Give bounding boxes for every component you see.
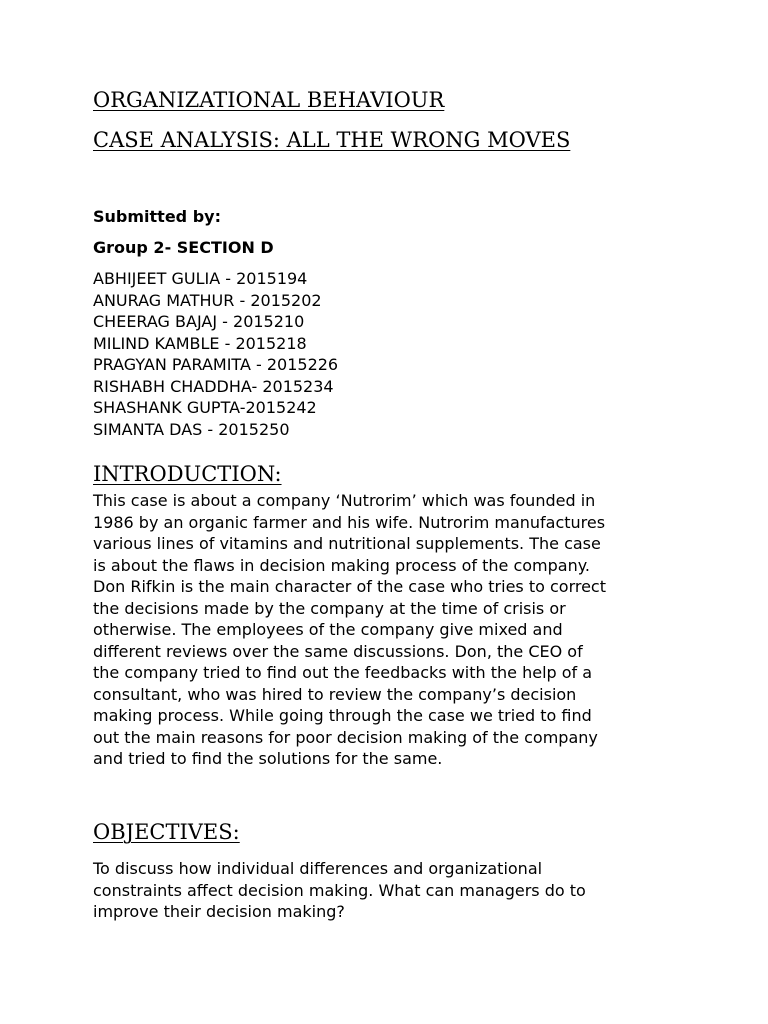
paragraph-line: and tried to find the solutions for the same. xyxy=(93,749,443,768)
paragraph-line: 1986 by an organic farmer and his wife. Nutrorim manufactures xyxy=(93,512,606,532)
paragraph-line: various lines of vitamins and nutritional supplements. The case xyxy=(93,534,601,553)
document-title: ORGANIZATIONAL BEHAVIOUR xyxy=(93,88,445,112)
paragraph-line: making process. While going through the case we tried to find xyxy=(93,706,592,725)
member-list xyxy=(93,268,338,440)
paragraph-line: otherwise. The employees of the company give mixed and xyxy=(93,620,563,639)
objectives-paragraph xyxy=(93,858,683,923)
list-item: SIMANTA DAS - 2015250 xyxy=(93,419,290,439)
list-item: CHEERAG BAJAJ - 2015210 xyxy=(93,312,305,331)
group-label: Group 2- SECTION D xyxy=(93,238,274,257)
list-item: MILIND KAMBLE - 2015218 xyxy=(93,333,307,353)
submitted-by-label: Submitted by: xyxy=(93,207,221,226)
paragraph-line: different reviews over the same discussions. Don, the CEO of xyxy=(93,641,583,661)
paragraph-line: This case is about a company ‘Nutrorim’ which was founded in xyxy=(93,491,596,510)
paragraph-line: the decisions made by the company at the time of crisis or xyxy=(93,598,566,618)
list-item: ABHIJEET GULIA - 2015194 xyxy=(93,269,308,288)
paragraph-line: the company tried to find out the feedbacks with the help of a xyxy=(93,663,593,682)
list-item: RISHABH CHADDHA- 2015234 xyxy=(93,376,334,396)
introduction-heading: INTRODUCTION: xyxy=(93,462,282,486)
list-item: SHASHANK GUPTA-2015242 xyxy=(93,398,317,417)
introduction-paragraph xyxy=(93,490,683,770)
paragraph-line: consultant, who was hired to review the company’s decision xyxy=(93,684,577,704)
paragraph-line: To discuss how individual differences and organizational xyxy=(93,859,543,878)
objectives-heading: OBJECTIVES: xyxy=(93,820,240,844)
paragraph-line: is about the flaws in decision making process of the company. xyxy=(93,555,591,575)
list-item: PRAGYAN PARAMITA - 2015226 xyxy=(93,355,339,374)
paragraph-line: out the main reasons for poor decision making of the company xyxy=(93,727,598,747)
paragraph-line: improve their decision making? xyxy=(93,902,345,921)
paragraph-line: constraints affect decision making. What can managers do to xyxy=(93,880,586,900)
document-subtitle: CASE ANALYSIS: ALL THE WRONG MOVES xyxy=(93,128,571,152)
list-item: ANURAG MATHUR - 2015202 xyxy=(93,290,322,310)
paragraph-line: Don Rifkin is the main character of the case who tries to correct xyxy=(93,577,606,596)
